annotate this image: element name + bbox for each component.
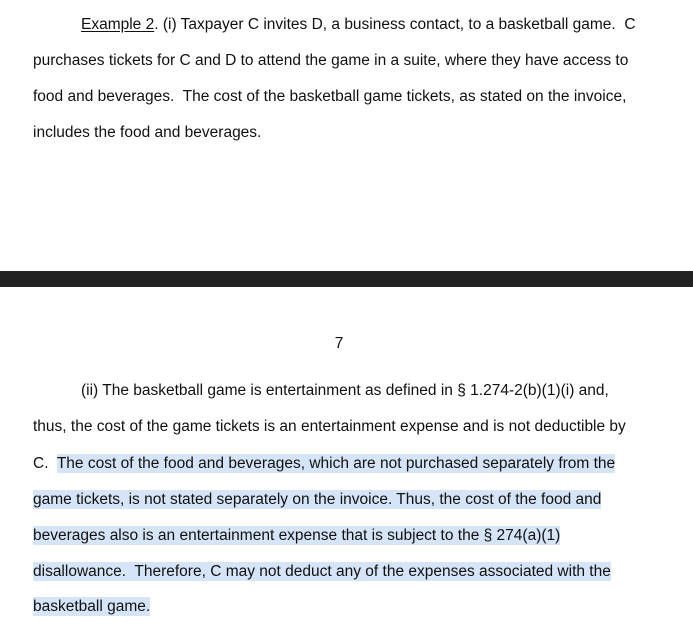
line-text: C. [33,455,57,472]
highlighted-text[interactable]: basketball game. [33,598,151,615]
paragraph-line [33,490,601,510]
highlighted-text[interactable]: disallowance. Therefore, C may not deduct any of the expenses associated with the [33,563,611,580]
highlighted-text[interactable]: game tickets, is not stated separately on the invoice. Thus, the cost of the food and [33,491,602,508]
highlighted-text[interactable]: The cost of the food and beverages, which are not purchased separately from the [56,455,616,472]
paragraph-line [81,15,636,35]
paragraph-line [33,597,150,617]
paragraph-line: includes the food and beverages. [33,124,262,141]
page-separator [0,271,693,287]
paragraph-line: food and beverages. The cost of the basketball game tickets, as stated on the invoice, [33,88,627,105]
paragraph-line: purchases tickets for C and D to attend the game in a suite, where they have access to [33,52,629,69]
paragraph-line [33,526,560,546]
line-text: . (i) Taxpayer C invites D, a business contact, to a basketball game. C [154,16,636,33]
highlighted-text[interactable]: beverages also is an entertainment expense that is subject to the § 274(a)(1) [33,527,561,544]
example-label: Example 2 [81,16,155,33]
paragraph-line [33,454,615,474]
paragraph-line [33,562,611,582]
page-number: 7 [334,335,344,352]
paragraph-line: thus, the cost of the game tickets is an entertainment expense and is not deductible by [33,418,626,435]
paragraph-line: (ii) The basketball game is entertainment as defined in § 1.274-2(b)(1)(i) and, [81,382,609,399]
